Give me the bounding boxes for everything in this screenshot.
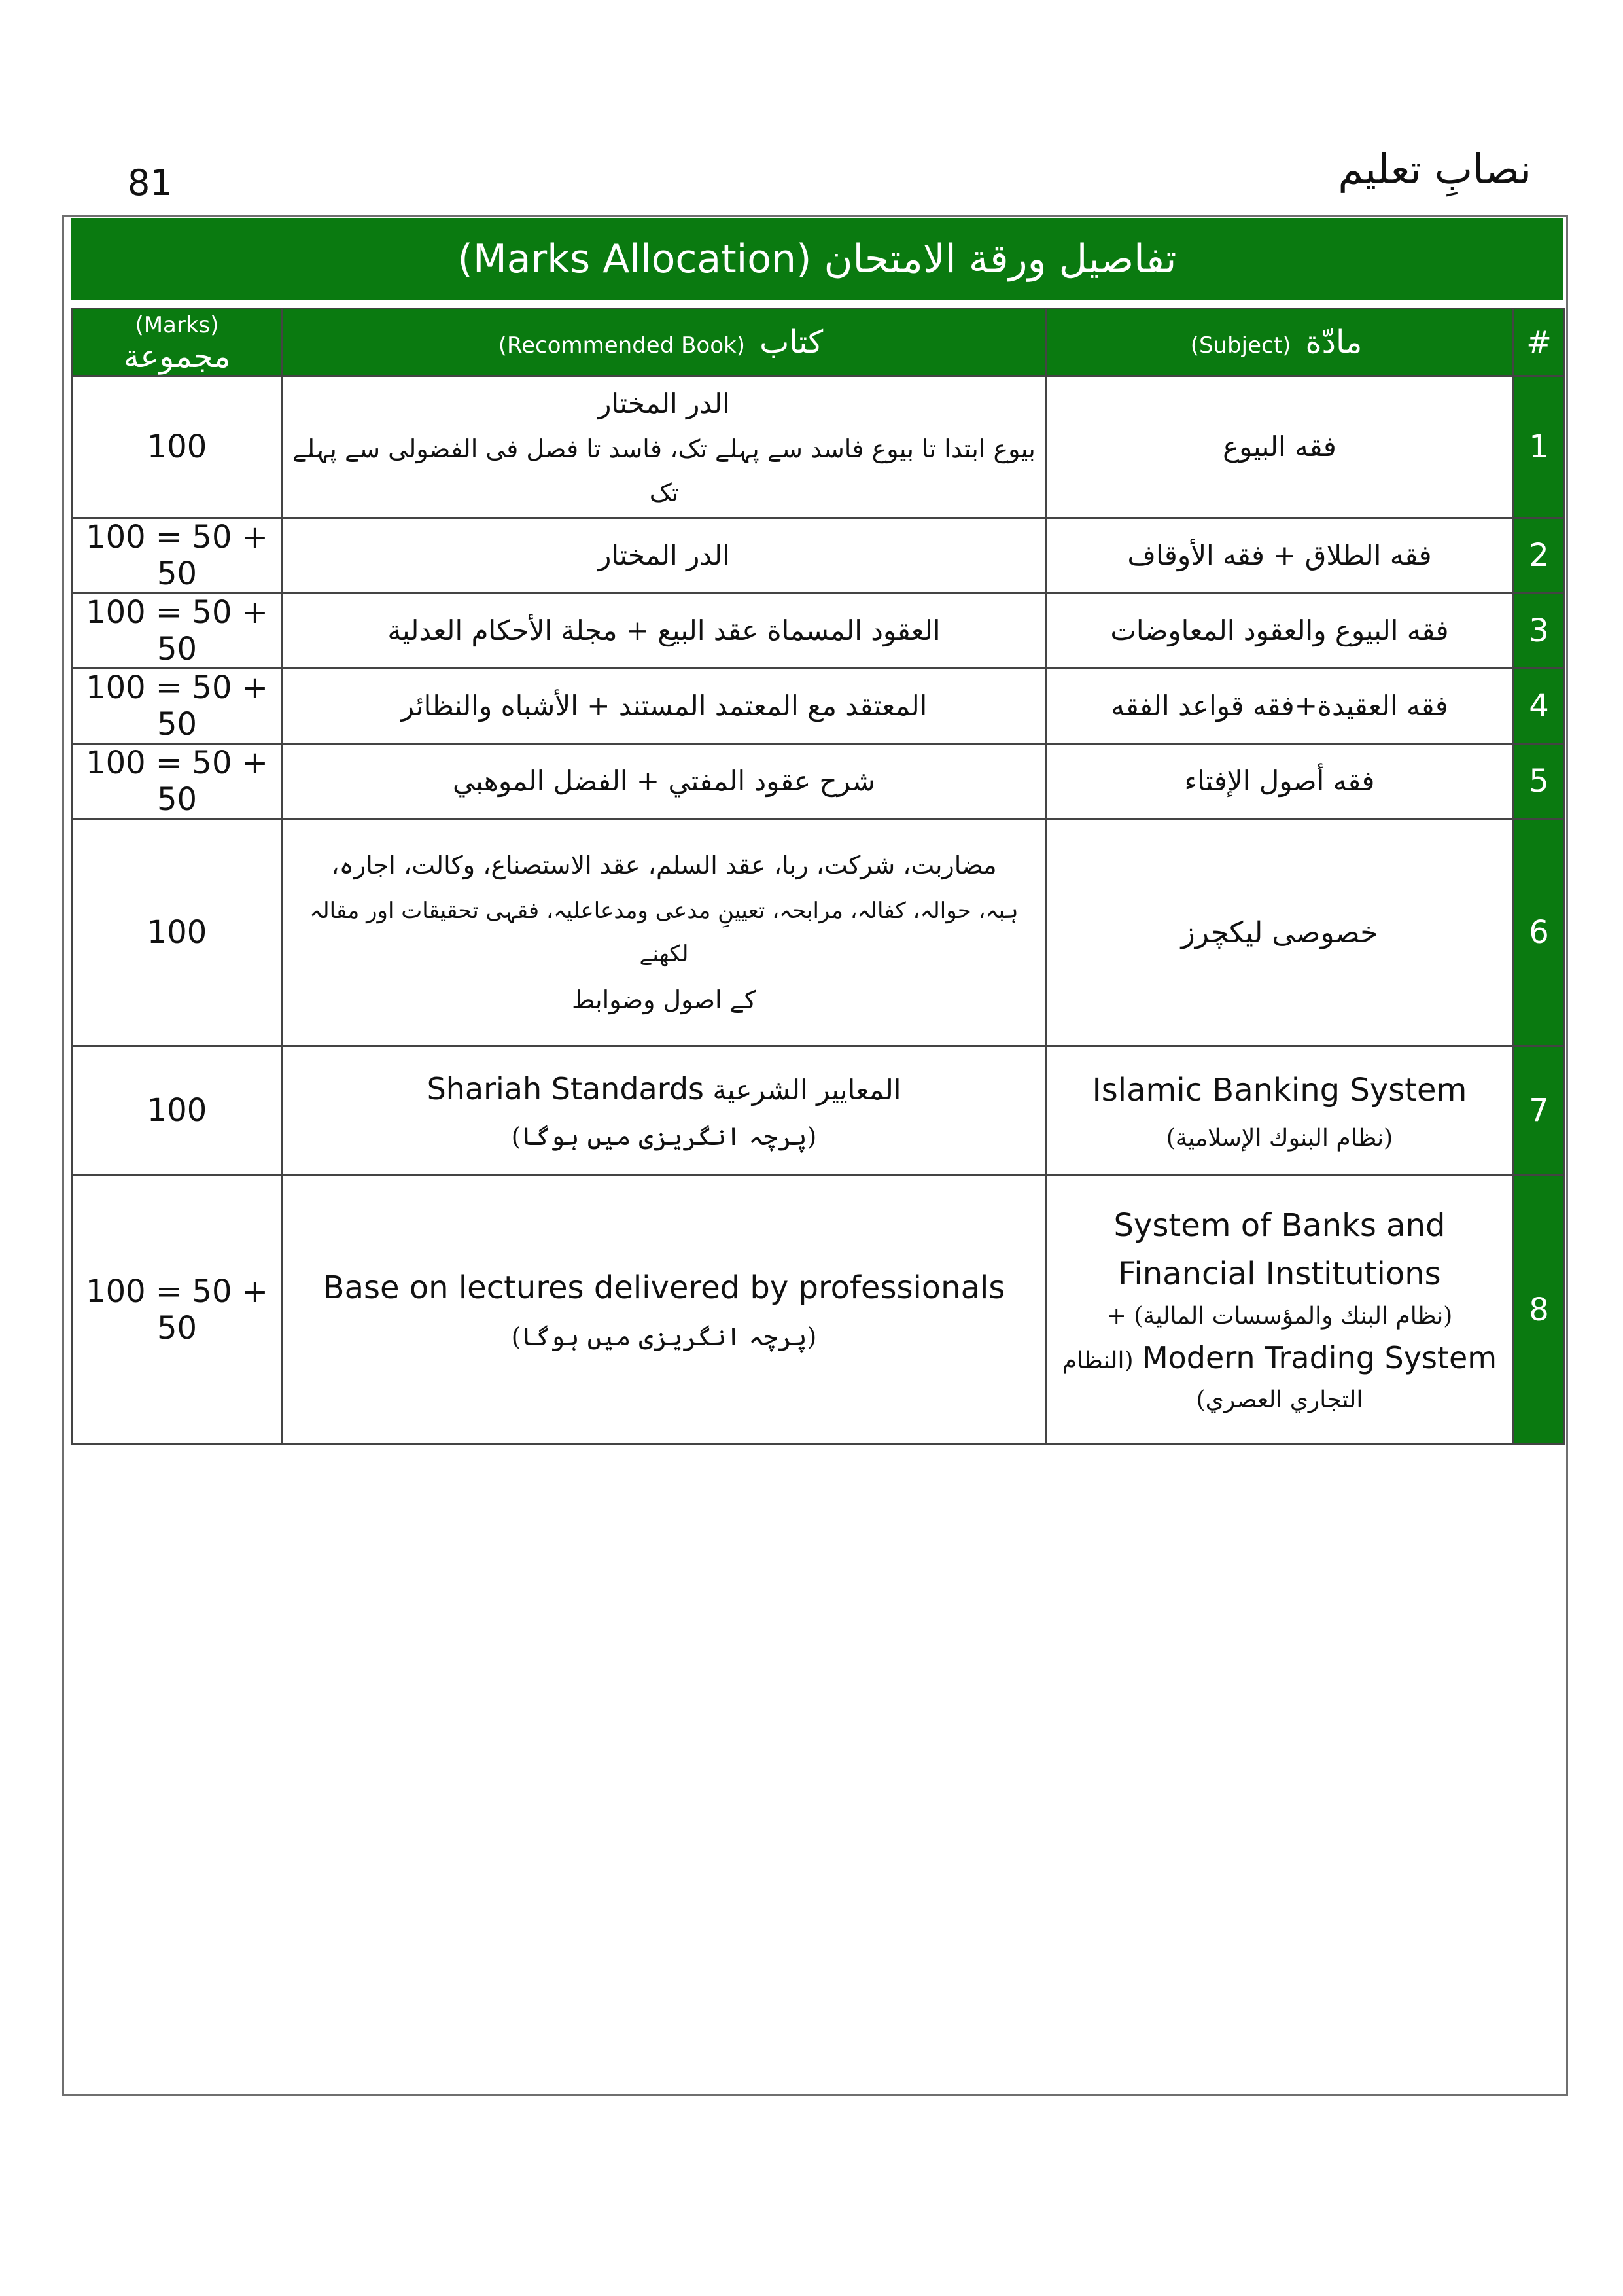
row-subject [1046,518,1514,593]
header-number: # [1514,309,1565,376]
subject-en-inline: Modern Trading System [1142,1340,1497,1376]
subject-en: System of Banks and [1113,1207,1446,1244]
row-total: 100 [72,376,283,518]
subject-line: فقه العقيدة+فقه قواعد الفقه [1111,690,1448,722]
subject-line: التجاري العصري) [1196,1386,1363,1413]
row-total: 100 [72,1046,283,1175]
book-line: بیوع ابتدا تا بیوع فاسد سے پہلے تک، فاسد تا فصل فی الفضولی سے پہلے تک [292,434,1036,507]
subject-line: فقه البيوع والعقود المعاوضات [1110,614,1449,647]
row-total: 100 [72,819,283,1046]
row-subject [1046,593,1514,669]
subject-en: Financial Institutions [1118,1256,1441,1293]
book-line: شرح عقود المفتي + الفضل الموهبي [452,765,876,798]
book-line: العقود المسماة عقد البيع + مجلة الأحكام العدلية [387,614,941,647]
row-number: 4 [1514,669,1565,744]
row-subject [1046,819,1514,1046]
row-book [283,376,1046,518]
row-book [283,669,1046,744]
row-number: 7 [1514,1046,1565,1175]
row-number: 6 [1514,819,1565,1046]
subject-line: خصوصی لیکچرز [1181,915,1378,949]
book-line: المعتقد مع المعتمد المستند + الأشباه والنظائر [400,690,928,722]
book-line: الدر المختار [598,539,730,572]
marks-allocation-table [71,308,1565,1445]
table-row [72,376,1565,518]
subject-ar-inline: (النظام [1062,1347,1134,1375]
row-subject [1046,1175,1514,1445]
banner-title: تفاصيل ورقة الامتحان (Marks Allocation) [457,236,1177,282]
header-book-en: (Recommended Book) [498,332,745,359]
table-row [72,669,1565,744]
subject-line: فقه أصول الإفتاء [1184,765,1375,798]
row-total: 100 = 50 + 50 [72,593,283,669]
book-ar-inline: المعايير الشرعية [712,1073,901,1106]
book-en: Base on lectures delivered by professionals [323,1269,1005,1307]
subject-en: Islamic Banking System [1092,1071,1467,1108]
row-book [283,518,1046,593]
book-line: (پرچہ انگریزی میں ہوگا) [511,1322,817,1352]
header-title: نصابِ تعلیم [1338,145,1531,193]
row-number: 8 [1514,1175,1565,1445]
row-number: 5 [1514,744,1565,819]
book-line: الدر المختار [598,387,730,419]
row-book [283,593,1046,669]
row-book [283,1175,1046,1445]
row-subject [1046,1046,1514,1175]
table-banner [71,218,1563,300]
header-book-ar: كتاب [759,324,824,361]
header-book [283,309,1046,376]
row-book [283,744,1046,819]
row-number: 2 [1514,518,1565,593]
book-line: ہبہ، حوالہ، کفالہ، مرابحہ، تعیینِ مدعی ومدعاعلیہ، فقہی تحقیقات اور مقالہ لکھنے [309,897,1019,967]
page-number: 81 [128,162,173,203]
subject-line: فقه البيوع [1223,431,1336,463]
table-row [72,819,1565,1046]
book-line [283,1063,1045,1116]
header-subject-en: (Subject) [1190,332,1291,359]
table-row [72,1046,1565,1175]
table-row [72,593,1565,669]
header-marks-ar: مجموعة [123,338,231,375]
table-row [72,1175,1565,1445]
header-marks [72,309,283,376]
row-total: 100 = 50 + 50 [72,518,283,593]
table-row [72,518,1565,593]
book-en: Shariah Standards [427,1070,704,1106]
banner-divider [71,300,1563,306]
row-book [283,1046,1046,1175]
row-total: 100 = 50 + 50 [72,1175,283,1445]
row-subject [1046,376,1514,518]
subject-line: فقه الطلاق + فقه الأوقاف [1127,539,1432,572]
row-subject [1046,744,1514,819]
header-subject-ar: مادّة [1305,324,1363,361]
row-number: 3 [1514,593,1565,669]
row-total: 100 = 50 + 50 [72,744,283,819]
subject-line: (نظام البنك والمؤسسات المالية) + [1106,1303,1453,1330]
row-total: 100 = 50 + 50 [72,669,283,744]
table-header-row [72,309,1565,376]
subject-line: (نظام البنوك الإسلامية) [1166,1124,1393,1152]
book-line: مضاربت، شرکت، ربا، عقد السلم، عقد الاستصناع، وکالت، اجارہ، [331,850,997,879]
row-number: 1 [1514,376,1565,518]
book-line: کے اصول وضوابط [571,985,757,1015]
header-subject [1046,309,1514,376]
subject-line [1047,1335,1512,1381]
table-row [72,744,1565,819]
header-marks-en: (Marks) [135,312,219,338]
row-subject [1046,669,1514,744]
row-book [283,819,1046,1046]
book-line: (پرچہ انگریزی میں ہوگا) [511,1122,817,1151]
